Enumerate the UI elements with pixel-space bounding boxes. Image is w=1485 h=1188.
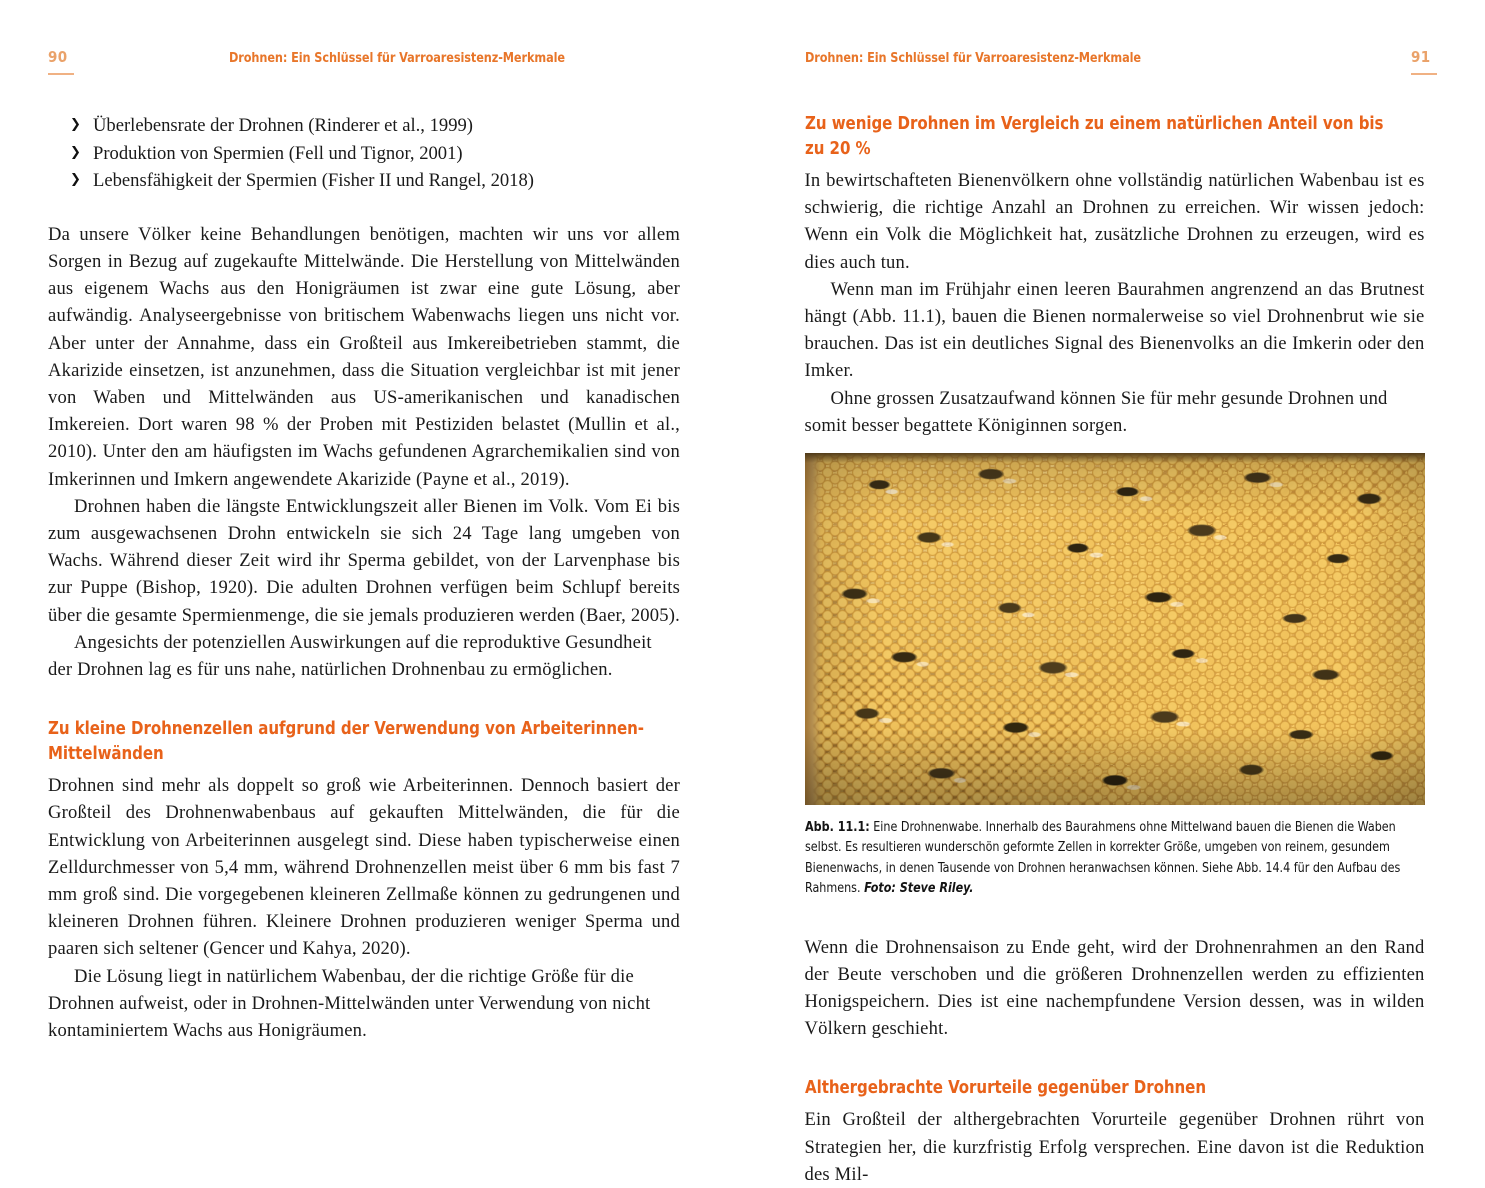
list-item xyxy=(48,112,680,140)
spacer xyxy=(805,439,1425,453)
section-heading-old-prejudices: Althergebrachte Vorurteile gegenüber Drohnen xyxy=(805,1076,1394,1101)
list-item-label: Überlebensrate der Drohnen (Rinderer et al., 1999) xyxy=(93,115,473,136)
paragraph: Angesichts der potenziellen Auswirkungen auf die reproduktive Gesundheit der Drohnen lag es für uns nahe, natürlichen Drohnenbau zu ermöglichen. xyxy=(48,629,680,683)
chevron-right-icon: ❯ xyxy=(70,166,81,194)
page-number-right: 91 xyxy=(1411,50,1437,75)
paragraph: In bewirtschafteten Bienenvölkern ohne vollständig natürlichen Wabenbau ist es schwierig, die richtige Anzahl an Drohnen zu erreichen. Wir wissen jedoch: Wenn ein Volk die Möglichkeit hat, zusätzliche Drohnen zu erzeugen, wird es dies auch tun. xyxy=(805,167,1425,276)
paragraph: Drohnen sind mehr als doppelt so groß wie Arbeiterinnen. Dennoch basiert der Großteil des Drohnenwabenbaus auf gekauften Mittelwänden, die für die Entwicklung von Arbeiterinnen ausgelegt sind. Diese haben typischerweise einen Zelldurchmesser von 5,4 mm, während Drohnenzellen meist über 6 mm bis fast 7 mm groß sind. Die vorgegebenen kleineren Zellmaße können zu gedrungenen und kleineren Drohnen führen. Kleinere Drohnen produzieren weniger Sperma und paaren sich seltener (Gencer und Kahya, 2020). xyxy=(48,772,680,962)
paragraph: Drohnen haben die längste Entwicklungszeit aller Bienen im Volk. Vom Ei bis zum ausgewachsenen Drohn entwickeln sie sich 24 Tage lang umgeben von Wachs. Während dieser Zeit wird ihr Sperma gebildet, von der Larvenphase bis zur Puppe (Bishop, 1920). Die adulten Drohnen verfügen beim Schlupf bereits über die gesamte Spermienmenge, die sie jemals produzieren werden (Baer, 2005). xyxy=(48,493,680,629)
paragraph: Ein Großteil der althergebrachten Vorurteile gegenüber Drohnen rührt von Strategien her, die kurzfristig Erfolg versprechen. Eine davon ist die Reduktion des Mil- xyxy=(805,1106,1425,1188)
list-item xyxy=(48,167,680,195)
right-text-column xyxy=(805,112,1425,1188)
section-heading-small-drone-cells: Zu kleine Drohnenzellen aufgrund der Verwendung von Arbeiterinnen-Mittelwänden xyxy=(48,717,648,767)
running-title-right: Drohnen: Ein Schlüssel für Varroaresistenz-Merkmale xyxy=(805,50,1141,66)
running-title-left: Drohnen: Ein Schlüssel für Varroaresistenz-Merkmale xyxy=(229,50,565,66)
section-heading-too-few-drones: Zu wenige Drohnen im Vergleich zu einem natürlichen Anteil von bis zu 20 % xyxy=(805,112,1394,162)
list-item-label: Lebensfähigkeit der Spermien (Fisher II und Rangel, 2018) xyxy=(93,170,534,191)
paragraph: Ohne grossen Zusatzaufwand können Sie für mehr gesunde Drohnen und somit besser begattete Königinnen sorgen. xyxy=(805,385,1425,439)
right-running-head xyxy=(805,50,1438,76)
figure-drone-comb xyxy=(805,453,1425,900)
spacer xyxy=(48,683,680,717)
left-text-column xyxy=(48,112,680,1044)
reference-bullet-list xyxy=(48,112,680,195)
chevron-right-icon: ❯ xyxy=(70,111,81,139)
drone-comb-photo xyxy=(805,453,1425,805)
spacer xyxy=(805,1042,1425,1076)
paragraph: Da unsere Völker keine Behandlungen benötigen, machten wir uns vor allem Sorgen in Bezug auf zugekaufte Mittelwände. Die Herstellung von Mittelwänden aus eigenem Wachs aus den Honigräumen ist zwar eine gute Lösung, aber aufwändig. Analyseergebnisse von britischem Wabenwachs liegen uns nicht vor. Aber unter der Annahme, dass ein Großteil aus Imkereibetrieben stammt, die Akarizide einsetzen, ist anzunehmen, dass die Situation vergleichbar ist mit jener von Waben und Mittelwänden aus US-amerikanischen und kanadischen Imkereien. Dort waren 98 % der Proben mit Pestiziden belastet (Mullin et al., 2010). Unter den am häufigsten im Wachs gefundenen Agrarchemikalien sind von Imkerinnen und Imkern angewendete Akarizide (Payne et al., 2019). xyxy=(48,221,680,493)
paragraph: Die Lösung liegt in natürlichem Wabenbau, der die richtige Größe für die Drohnen aufweist, oder in Drohnen-Mittelwänden unter Verwendung von nicht kontaminiertem Wachs aus Honigräumen. xyxy=(48,963,680,1045)
page-number-left: 90 xyxy=(48,50,74,75)
left-running-head xyxy=(48,50,681,76)
photo-vignette xyxy=(805,453,1425,805)
spacer xyxy=(805,900,1425,934)
caption-photo-credit: Foto: Steve Riley. xyxy=(864,881,973,896)
paragraph: Wenn man im Frühjahr einen leeren Baurahmen angrenzend an das Brutnest hängt (Abb. 11.1), bauen die Bienen normalerweise so viel Drohnenbrut wie sie brauchen. Das ist ein deutliches Signal des Bienenvolks an die Imkerin oder den Imker. xyxy=(805,276,1425,385)
chevron-right-icon: ❯ xyxy=(70,139,81,167)
list-item xyxy=(48,140,680,168)
left-page xyxy=(0,0,743,1080)
figure-caption xyxy=(805,818,1423,900)
right-page xyxy=(743,0,1485,1080)
paragraph: Wenn die Drohnensaison zu Ende geht, wird der Drohnenrahmen an den Rand der Beute verschoben und die größeren Drohnenzellen werden zu effizienten Honigspeichern. Dies ist eine nachempfundene Version dessen, was in wilden Völkern geschieht. xyxy=(805,934,1425,1043)
caption-label: Abb. 11.1: xyxy=(805,820,870,835)
list-item-label: Produktion von Spermien (Fell und Tignor, 2001) xyxy=(93,143,463,164)
caption-text: Eine Drohnenwabe. Innerhalb des Baurahmens ohne Mittelwand bauen die Bienen die Waben selbst. Es resultieren wunderschön geformte Zellen in korrekter Größe, umgeben von reinem, gesundem Bienenwachs, in denen Tausende von Drohnen heranwachsen können. Siehe Abb. 14.4 für den Aufbau des Rahmens. xyxy=(805,820,1400,896)
